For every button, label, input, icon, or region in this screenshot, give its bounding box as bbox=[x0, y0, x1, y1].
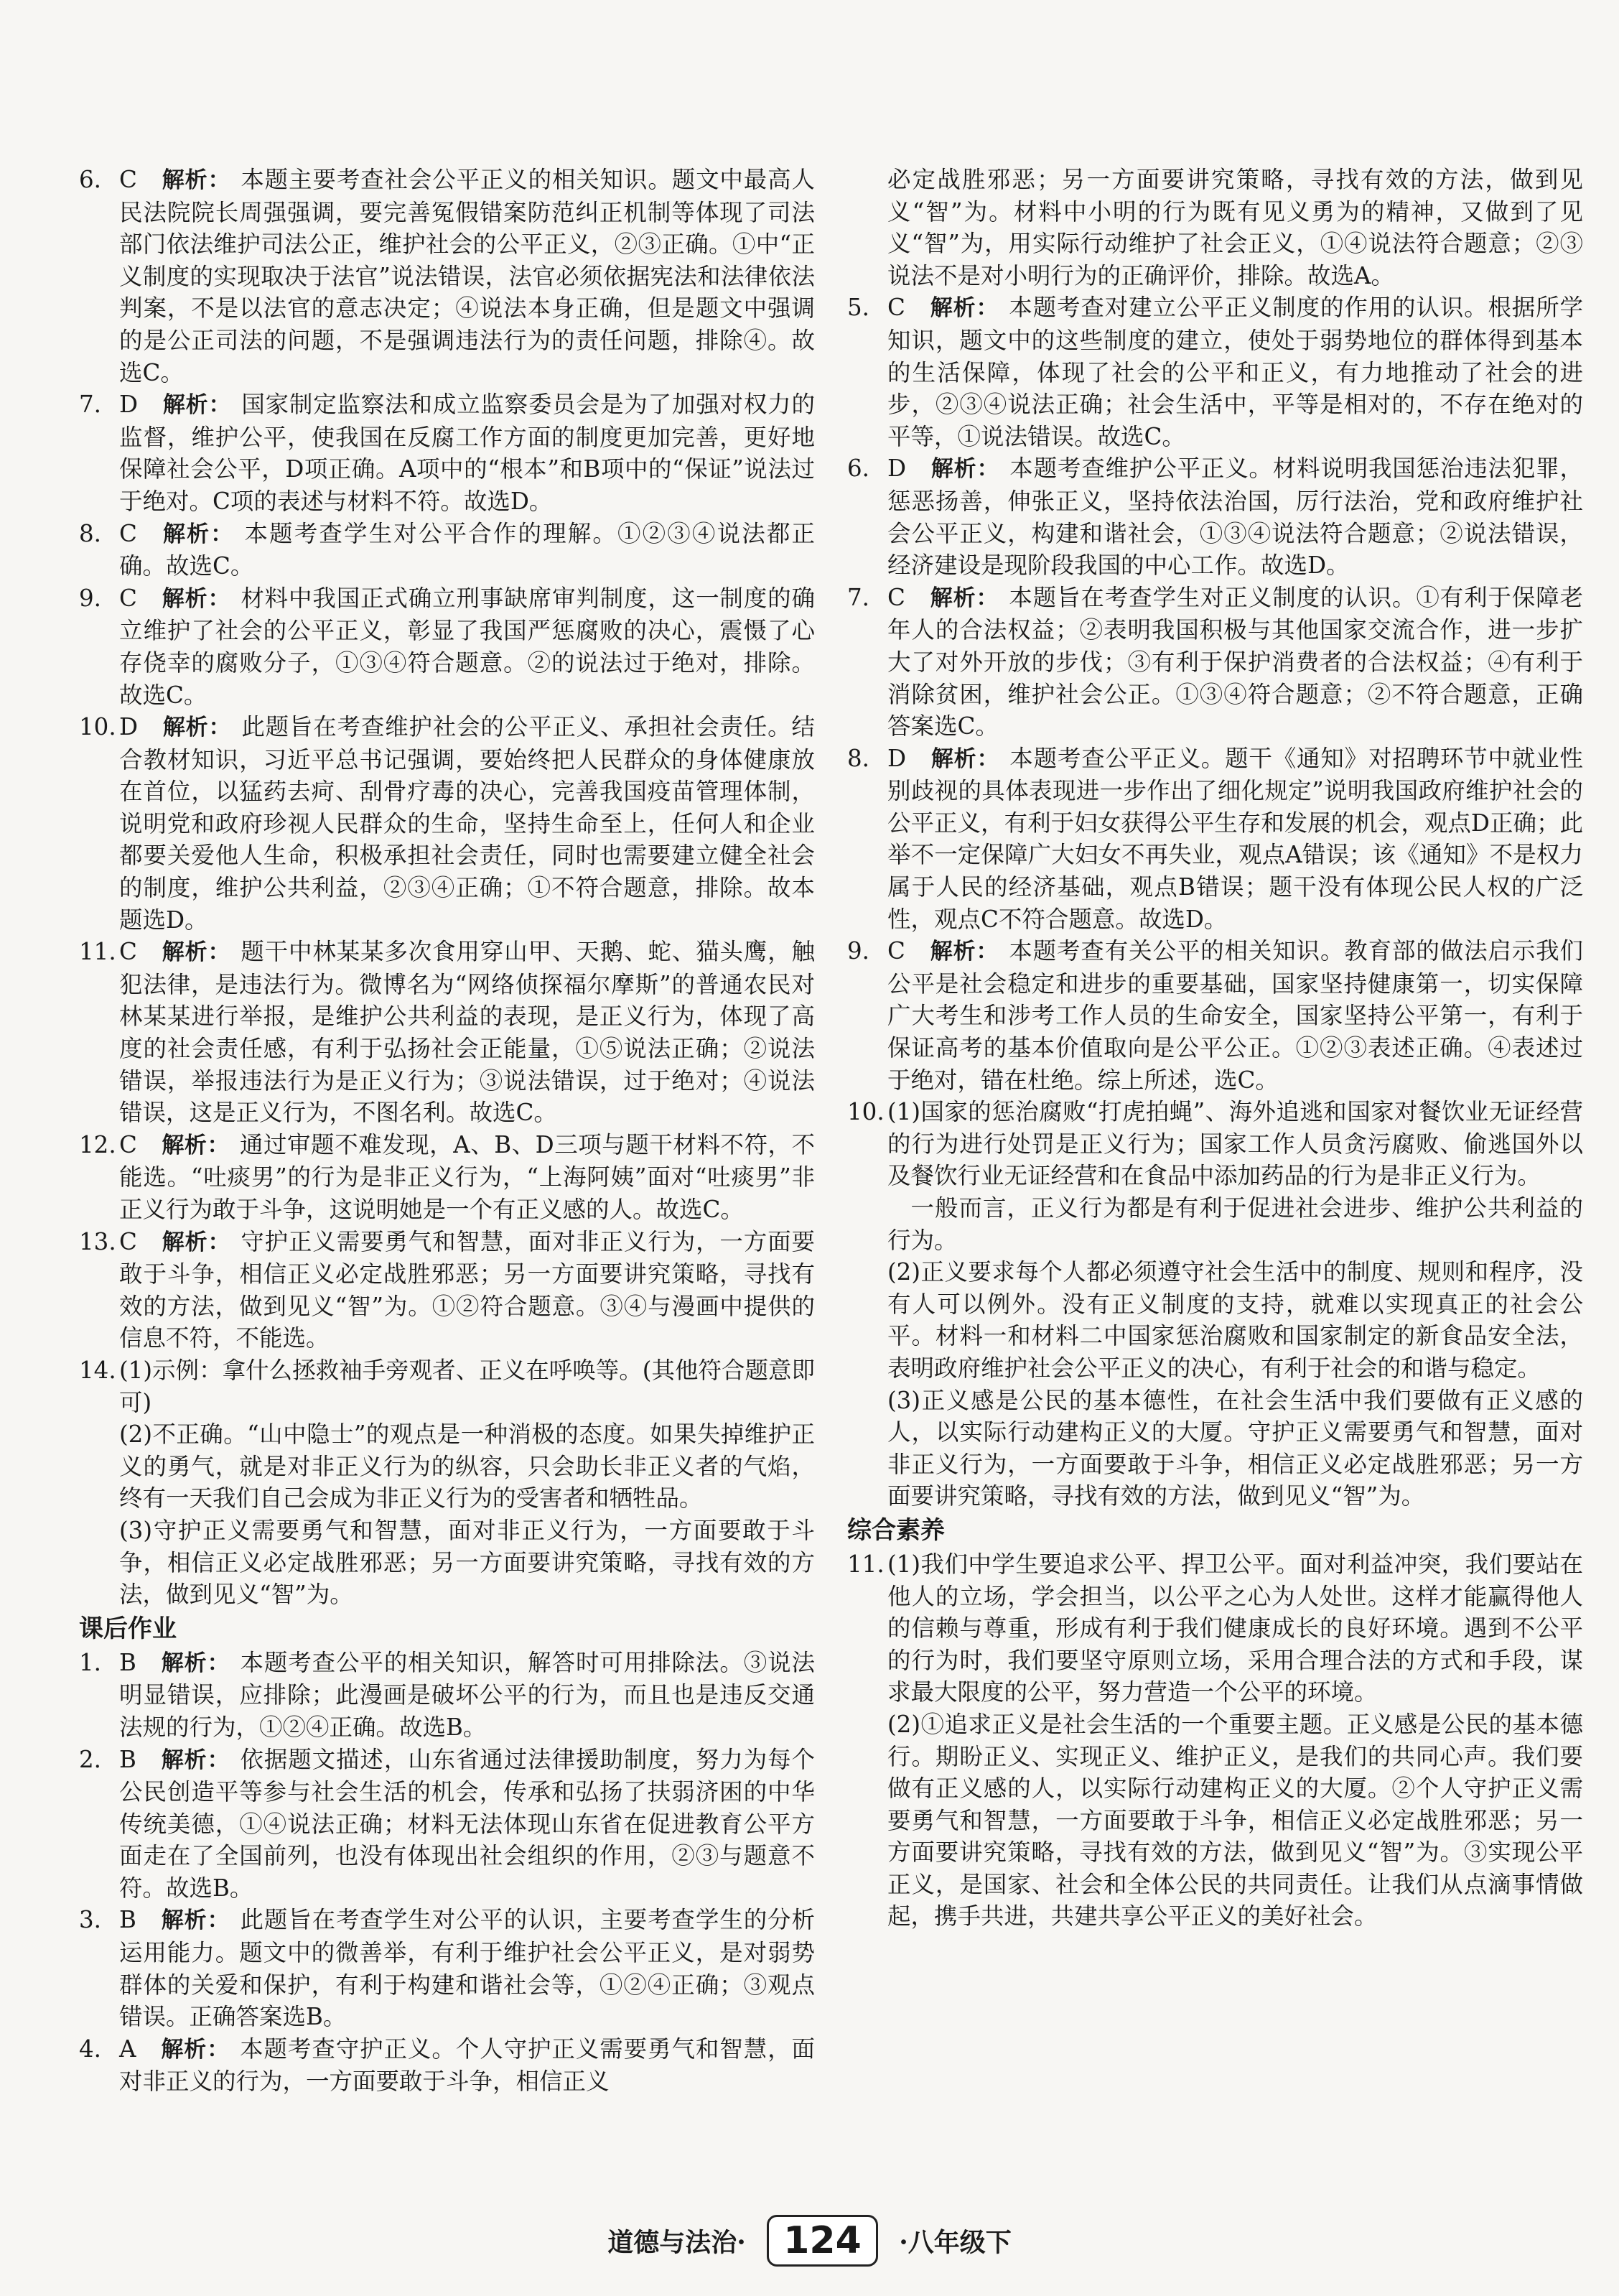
question-number: 6. bbox=[79, 166, 102, 193]
question-14 bbox=[79, 1354, 815, 1611]
answer-choice: D bbox=[887, 744, 907, 772]
question-item bbox=[79, 389, 815, 517]
question-number: 8. bbox=[847, 744, 870, 772]
analysis-label: 解析： bbox=[160, 1747, 230, 1773]
analysis-text: 国家制定监察法和成立监察委员会是为了加强对权力的监督，维护公平，使我国在反腐工作方面的制度更加完善，更好地保障社会公平，D项正确。A项中的“根本”和B项中的“保证”说法过于绝对。C项的表述与材料不符。故选D。 bbox=[119, 391, 815, 515]
page-number: 124 bbox=[767, 2215, 878, 2267]
analysis-label: 解析： bbox=[160, 1907, 230, 1934]
answer-choice: C bbox=[887, 937, 905, 965]
question-number: 14. bbox=[79, 1356, 116, 1384]
analysis-text: 材料中我国正式确立刑事缺席审判制度，这一制度的确立维护了社会的公平正义，彰显了我国严惩腐败的决心，震慑了心存侥幸的腐败分子，①③④符合题意。②的说法过于绝对，排除。故选C。 bbox=[119, 584, 815, 709]
analysis-label: 解析： bbox=[162, 715, 232, 741]
answer-choice: C bbox=[119, 1130, 137, 1158]
footer-subject: 道德与法治· bbox=[607, 2227, 746, 2258]
analysis-label: 解析： bbox=[162, 392, 232, 419]
analysis-text: 依据题文描述，山东省通过法律援助制度，努力为每个公民创造平等参与社会生活的机会，传承和弘扬了扶弱济困的中华传统美德，①④说法正确；材料无法体现山东省在促进教育公平方面走在了全国前列，也没有体现出社会组织的作用，②③与题意不符。故选B。 bbox=[119, 1745, 815, 1902]
analysis-label: 解析： bbox=[930, 745, 1000, 772]
question-item bbox=[79, 1129, 815, 1226]
question-number: 9. bbox=[79, 584, 102, 612]
answer-choice: C bbox=[119, 166, 137, 193]
answer-part: (1)我们中学生要追求公平、捍卫公平。面对利益冲突，我们要站在他人的立场，学会担当，以公平之心为人处世。这样才能赢得他人的信赖与尊重，形成有利于我们健康成长的良好环境。遇到不公平的行为时，我们要坚守原则立场，采用合理合法的方式和手段，谋求最大限度的公平，努力营造一个公平的环境。 bbox=[887, 1550, 1583, 1706]
analysis-label: 解析： bbox=[929, 585, 999, 611]
right-column bbox=[847, 164, 1583, 1933]
question-item bbox=[847, 935, 1583, 1096]
footer-grade: ·八年级下 bbox=[899, 2227, 1012, 2258]
left-items-b bbox=[79, 1647, 815, 2098]
analysis-label: 解析： bbox=[930, 456, 1000, 483]
analysis-text: 本题考查学生对公平合作的理解。①②③④说法都正确。故选C。 bbox=[119, 519, 815, 580]
answer-choice: B bbox=[119, 1906, 136, 1934]
question-10 bbox=[847, 1096, 1583, 1512]
analysis-label: 解析： bbox=[160, 1650, 230, 1676]
question-number: 2. bbox=[79, 1745, 102, 1773]
question-item bbox=[847, 743, 1583, 936]
answer-part: (2)①追求正义是社会生活的一个重要主题。正义感是公民的基本德行。期盼正义、实现正义、维护正义，是我们的共同心声。我们要做有正义感的人，以实际行动建构正义的大厦。②个人守护正义需要勇气和智慧，一方面要敢于斗争，相信正义必定战胜邪恶；另一方面要讲究策略，寻找有效的方法，做到见义“智”为。③实现公平正义，是国家、社会和全体公民的共同责任。让我们从点滴事情做起，携手共进，共建共享公平正义的美好社会。 bbox=[887, 1710, 1583, 1930]
analysis-text: 守护正义需要勇气和智慧，面对非正义行为，一方面要敢于斗争，相信正义必定战胜邪恶；另一方面要讲究策略，寻找有效的方法，做到见义“智”为。①②符合题意。③④与漫画中提供的信息不符，不能选。 bbox=[119, 1227, 815, 1352]
answer-choice: D bbox=[119, 713, 139, 741]
question-item bbox=[79, 1226, 815, 1354]
analysis-text: 本题考查守护正义。个人守护正义需要勇气和智慧，面对非正义的行为，一方面要敢于斗争，相信正义 bbox=[119, 2035, 815, 2096]
analysis-label: 解析： bbox=[161, 939, 231, 966]
analysis-label: 解析： bbox=[160, 2036, 230, 2063]
question-number: 11. bbox=[79, 938, 116, 966]
answer-choice: C bbox=[119, 1227, 137, 1255]
question-item bbox=[79, 1647, 815, 1744]
question-11-comprehensive bbox=[847, 1548, 1583, 1933]
answer-choice: C bbox=[119, 584, 137, 612]
question-number: 9. bbox=[847, 937, 870, 965]
answer-part: (3)正义感是公民的基本德性，在社会生活中我们要做有正义感的人，以实际行动建构正义的大厦。守护正义需要勇气和智慧，面对非正义行为，一方面要敢于斗争，相信正义必定战胜邪恶；另一方面要讲究策略，寻找有效的方法，做到见义“智”为。 bbox=[887, 1386, 1583, 1510]
question-item bbox=[79, 518, 815, 582]
question-number: 3. bbox=[79, 1906, 102, 1934]
analysis-label: 解析： bbox=[161, 1229, 231, 1255]
question-number: 8. bbox=[79, 519, 102, 547]
left-column bbox=[79, 164, 815, 2098]
answer-part: (1)示例：拿什么拯救袖手旁观者、正义在呼唤等。(其他符合题意即可) bbox=[119, 1356, 815, 1416]
answer-choice: D bbox=[887, 455, 907, 483]
question-item bbox=[79, 582, 815, 711]
left-items-a bbox=[79, 164, 815, 1354]
question-item bbox=[79, 1744, 815, 1905]
answer-choice: B bbox=[119, 1648, 136, 1676]
question-number: 5. bbox=[847, 294, 870, 322]
analysis-label: 解析： bbox=[161, 521, 235, 547]
question-item bbox=[79, 164, 815, 389]
question-item bbox=[79, 711, 815, 936]
answer-choice: C bbox=[887, 583, 905, 611]
question-item bbox=[79, 1904, 815, 2032]
analysis-label: 解析： bbox=[161, 167, 231, 193]
page-footer bbox=[0, 2215, 1619, 2267]
question-item bbox=[847, 582, 1583, 743]
answer-choice: C bbox=[887, 294, 905, 322]
analysis-text: 本题主要考查社会公平正义的相关知识。题文中最高人民法院院长周强强调，要完善冤假错案防范纠正机制等体现了司法部门依法维护司法公正，维护社会的公平正义，②③正确。①中“正义制度的实现取决于法官”说法错误，法官必须依据宪法和法律依法判案，不是以法官的意志决定；④说法本身正确，但是题文中强调的是公正司法的问题，不是强调违法行为的责任问题，排除④。故选C。 bbox=[119, 166, 815, 386]
answer-part: (1)国家的惩治腐败“打虎拍蝇”、海外追逃和国家对餐饮业无证经营的行为进行处罚是正义行为；国家工作人员贪污腐败、偷逃国外以及餐饮行业无证经营和在食品中添加药品的行为是非正义行为。 bbox=[887, 1098, 1583, 1190]
question-item bbox=[847, 452, 1583, 581]
right-items-a bbox=[847, 292, 1583, 1096]
analysis-text: 通过审题不难发现，A、B、D三项与题干材料不符，不能选。“吐痰男”的行为是非正义行为，“上海阿姨”面对“吐痰男”非正义行为敢于斗争，这说明她是一个有正义感的人。故选C。 bbox=[119, 1130, 815, 1223]
analysis-text: 此题旨在考查学生对公平的认识，主要考查学生的分析运用能力。题文中的微善举，有利于维护社会公平正义，是对弱势群体的关爱和保护，有利于构建和谐社会等，①②④正确；③观点错误。正确答案选B。 bbox=[119, 1906, 815, 2031]
analysis-text: 本题考查公平正义。题干《通知》对招聘环节中就业性别歧视的具体表现进一步作出了细化规定”说明我国政府维护社会的公平正义，有利于妇女获得公平生存和发展的机会，观点D正确；此举不一定保障广大妇女不再失业，观点A错误；该《通知》不是权力属于人民的经济基础，观点B错误；题干没有体现公民人权的广泛性，观点C不符合题意。故选D。 bbox=[887, 744, 1583, 933]
section-title-comprehensive: 综合素养 bbox=[847, 1515, 945, 1545]
answer-part: 一般而言，正义行为都是有利于促进社会进步、维护公共利益的行为。 bbox=[887, 1194, 1583, 1254]
answer-choice: B bbox=[119, 1745, 136, 1773]
analysis-label: 解析： bbox=[929, 295, 999, 322]
answer-part: (2)不正确。“山中隐士”的观点是一种消极的态度。如果失掉维护正义的勇气，就是对非正义行为的纵容，只会助长非正义者的气焰，终有一天我们自己会成为非正义行为的受害者和牺牲品。 bbox=[119, 1421, 815, 1512]
answer-choice: D bbox=[119, 391, 139, 419]
question-item bbox=[79, 936, 815, 1129]
analysis-text: 本题考查对建立公平正义制度的作用的认识。根据所学知识，题文中的这些制度的建立，使处于弱势地位的群体得到基本的生活保障，体现了社会的公平和正义，有力地推动了社会的进步，②③④说法正确；社会生活中，平等是相对的，不存在绝对的平等，①说法错误。故选C。 bbox=[887, 294, 1583, 450]
analysis-text: 题干中林某某多次食用穿山甲、天鹅、蛇、猫头鹰，触犯法律，是违法行为。微博名为“网络侦探福尔摩斯”的普通农民对林某某进行举报，是维护公共利益的表现，是正义行为，体现了高度的社会责任感，有利于弘扬社会正能量，①⑤说法正确；②说法错误，举报违法行为是正义行为；③说法错误，过于绝对；④说法错误，这是正义行为，不图名利。故选C。 bbox=[119, 938, 815, 1127]
analysis-text: 此题旨在考查维护社会的公平正义、承担社会责任。结合教材知识，习近平总书记强调，要始终把人民群众的身体健康放在首位，以猛药去疴、刮骨疗毒的决心，完善我国疫苗管理体制，说明党和政府珍视人民群众的生命，坚持生命至上，任何人和企业都要关爱他人生命，积极承担社会责任，同时也需要建立健全社会的制度，维护公共利益，②③④正确；①不符合题意，排除。故本题选D。 bbox=[119, 713, 815, 934]
question-4-continuation bbox=[847, 164, 1583, 292]
question-number: 11. bbox=[847, 1550, 885, 1578]
question-number: 6. bbox=[847, 455, 870, 483]
answer-choice: A bbox=[119, 2035, 136, 2063]
question-number: 4. bbox=[79, 2035, 102, 2063]
answer-part: (3)守护正义需要勇气和智慧，面对非正义行为，一方面要敢于斗争，相信正义必定战胜邪恶；另一方面要讲究策略，寻找有效的方法，做到见义“智”为。 bbox=[119, 1516, 815, 1609]
question-number: 7. bbox=[847, 583, 870, 611]
section-title-homework: 课后作业 bbox=[79, 1614, 177, 1643]
question-number: 13. bbox=[79, 1227, 116, 1255]
analysis-text: 本题旨在考查学生对正义制度的认识。①有利于保障老年人的合法权益；②表明我国积极与其他国家交流合作，进一步扩大了对外开放的步伐；③有利于保护消费者的合法权益；④有利于消除贫困，维护社会公正。①③④符合题意；②不符合题意，正确答案选C。 bbox=[887, 583, 1583, 740]
question-item bbox=[79, 2033, 815, 2098]
question-number: 12. bbox=[79, 1130, 116, 1158]
question-number: 10. bbox=[847, 1098, 885, 1126]
answer-part: (2)正义要求每个人都必须遵守社会生活中的制度、规则和程序，没有人可以例外。没有正义制度的支持，就难以实现真正的社会公平。材料一和材料二中国家惩治腐败和国家制定的新食品安全法，表明政府维护社会公平正义的决心，有利于社会的和谐与稳定。 bbox=[887, 1258, 1583, 1382]
question-number: 10. bbox=[79, 713, 116, 741]
question-number: 1. bbox=[79, 1648, 102, 1676]
analysis-label: 解析： bbox=[161, 1132, 230, 1158]
question-item bbox=[847, 292, 1583, 452]
analysis-text: 本题考查公平的相关知识，解答时可用排除法。③说法明显错误，应排除；此漫画是破坏公平的行为，而且也是违反交通法规的行为，①②④正确。故选B。 bbox=[119, 1648, 815, 1741]
answer-choice: C bbox=[119, 938, 137, 966]
question-number: 7. bbox=[79, 391, 102, 419]
answer-choice: C bbox=[119, 519, 137, 547]
analysis-text: 本题考查有关公平的相关知识。教育部的做法启示我们公平是社会稳定和进步的重要基础，国家坚持健康第一，切实保障广大考生和涉考工作人员的生命安全，国家坚持公平第一，有利于保证高考的基本价值取向是公平公正。①②③表述正确。④表述过于绝对，错在杜绝。综上所述，选C。 bbox=[887, 937, 1583, 1094]
answer-text: 必定战胜邪恶；另一方面要讲究策略，寻找有效的方法，做到见义“智”为。材料中小明的行为既有见义勇为的精神，又做到了见义“智”为，用实际行动维护了社会正义，①④说法符合题意；②③说法不是对小明行为的正确评价，排除。故选A。 bbox=[887, 166, 1583, 289]
analysis-label: 解析： bbox=[929, 939, 999, 965]
analysis-text: 本题考查维护公平正义。材料说明我国惩治违法犯罪，惩恶扬善，伸张正义，坚持依法治国，厉行法治，党和政府维护社会公平正义，构建和谐社会，①③④说法符合题意；②说法错误，经济建设是现阶段我国的中心工作。故选D。 bbox=[887, 455, 1583, 580]
analysis-label: 解析： bbox=[161, 585, 231, 612]
